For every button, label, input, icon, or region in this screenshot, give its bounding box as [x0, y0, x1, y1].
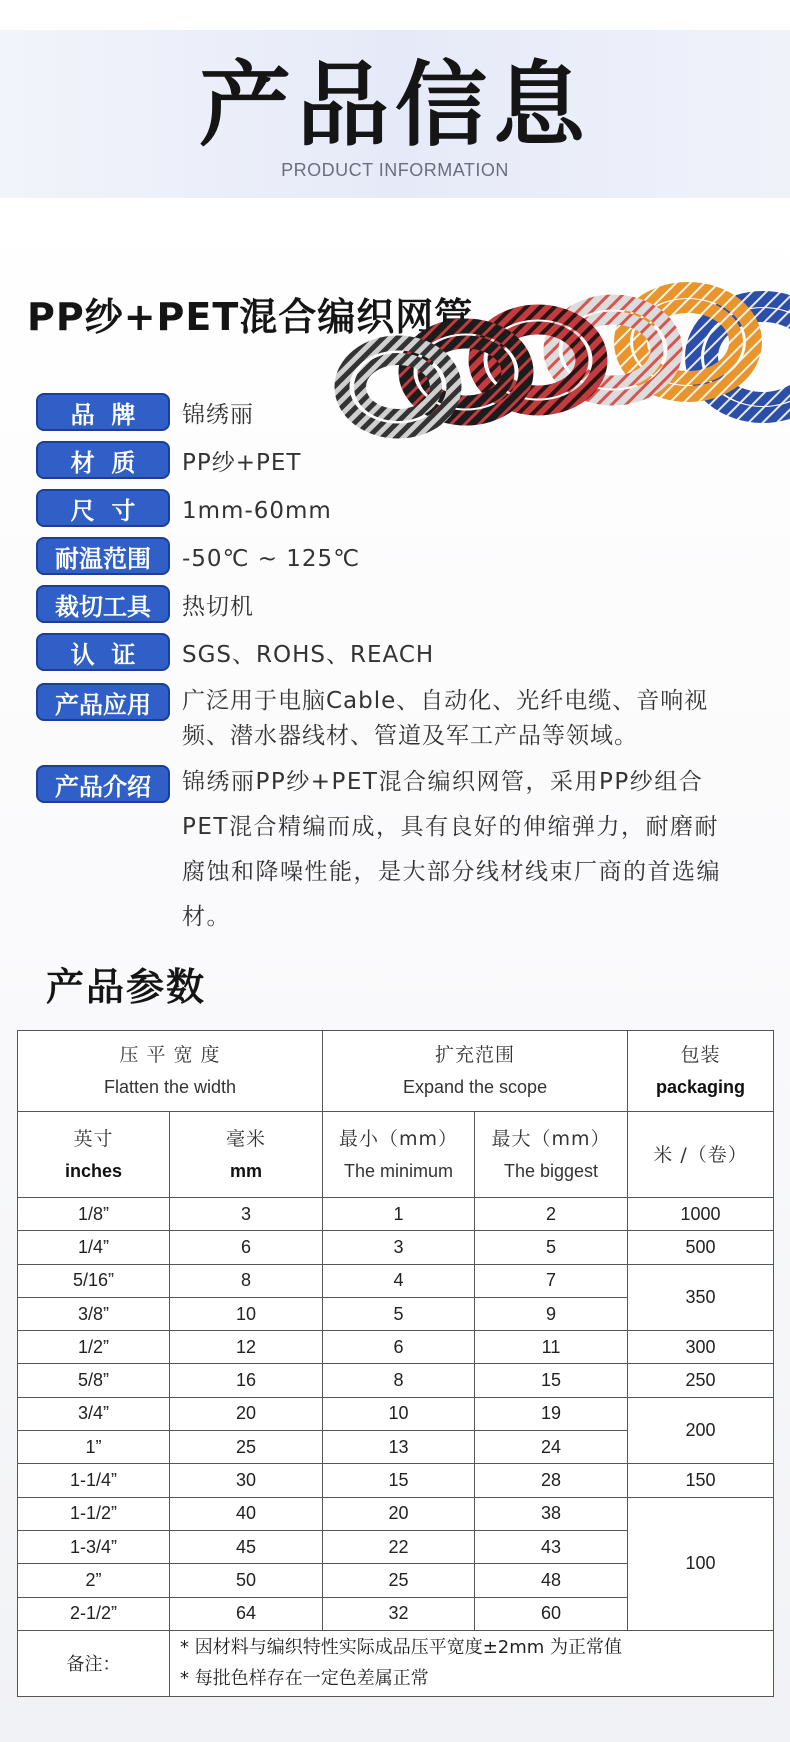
table-cell: 45 — [170, 1530, 323, 1563]
table-cell: 50 — [170, 1564, 323, 1597]
note-line: * 每批色样存在一定色差属正常 — [180, 1668, 429, 1690]
table-cell: 32 — [323, 1597, 475, 1630]
table-row — [18, 1264, 774, 1297]
table-cell: 2” — [18, 1564, 170, 1597]
spec-label: 产品介绍 — [36, 765, 170, 803]
table-cell: 15 — [475, 1364, 628, 1397]
table-cell: 7 — [475, 1264, 628, 1297]
table-cell: 64 — [170, 1597, 323, 1630]
table-cell: 5/16” — [18, 1264, 170, 1297]
table-cell: 2 — [475, 1198, 628, 1231]
params-title: 产品参数 — [46, 965, 207, 1009]
table-cell: 11 — [475, 1331, 628, 1364]
packaging-cell: 350 — [628, 1264, 774, 1331]
packaging-cell: 1000 — [628, 1198, 774, 1231]
table-cell: 4 — [323, 1264, 475, 1297]
table-cell: 10 — [323, 1397, 475, 1430]
table-cell: 1/2” — [18, 1331, 170, 1364]
spec-value: 锦绣丽 — [182, 402, 254, 428]
table-cell: 5 — [323, 1297, 475, 1330]
spec-label: 品 牌 — [36, 393, 170, 431]
table-cell: 20 — [323, 1497, 475, 1530]
table-cell: 38 — [475, 1497, 628, 1530]
table-cell: 8 — [323, 1364, 475, 1397]
table-cell: 22 — [323, 1530, 475, 1563]
packaging-cell: 250 — [628, 1364, 774, 1397]
column-header-maximum: 最大（mm） The biggest — [475, 1112, 628, 1198]
params-table — [17, 1030, 774, 1697]
spec-row-material — [36, 440, 302, 480]
spec-label: 耐温范围 — [36, 537, 170, 575]
table-cell: 60 — [475, 1597, 628, 1630]
table-cell: 30 — [170, 1464, 323, 1497]
table-cell: 6 — [323, 1331, 475, 1364]
table-row — [18, 1364, 774, 1397]
spec-value: SGS、ROHS、REACH — [182, 642, 435, 668]
packaging-cell: 100 — [628, 1497, 774, 1630]
table-row — [18, 1198, 774, 1231]
table-row — [18, 1331, 774, 1364]
group-header-expand: 扩充范围 Expand the scope — [323, 1031, 628, 1112]
spec-value: PP纱+PET — [182, 450, 302, 476]
table-row — [18, 1397, 774, 1430]
note-text — [170, 1630, 774, 1696]
table-cell: 1-3/4” — [18, 1530, 170, 1563]
packaging-cell: 500 — [628, 1231, 774, 1264]
table-row — [18, 1497, 774, 1530]
table-cell: 15 — [323, 1464, 475, 1497]
table-cell: 48 — [475, 1564, 628, 1597]
table-cell: 40 — [170, 1497, 323, 1530]
table-cell: 1” — [18, 1431, 170, 1464]
table-cell: 13 — [323, 1431, 475, 1464]
spec-value: 热切机 — [182, 594, 254, 620]
table-cell: 19 — [475, 1397, 628, 1430]
spec-label: 裁切工具 — [36, 585, 170, 623]
packaging-cell: 300 — [628, 1331, 774, 1364]
table-cell: 25 — [170, 1431, 323, 1464]
group-header-row — [18, 1031, 774, 1112]
product-title: PP纱+PET混合编织网管 — [27, 295, 474, 339]
table-cell: 6 — [170, 1231, 323, 1264]
spec-row-brand — [36, 392, 254, 432]
table-cell: 1/4” — [18, 1231, 170, 1264]
table-cell: 3/8” — [18, 1297, 170, 1330]
spec-label: 材 质 — [36, 441, 170, 479]
table-row — [18, 1464, 774, 1497]
table-cell: 1 — [323, 1198, 475, 1231]
table-cell: 5/8” — [18, 1364, 170, 1397]
page-subtitle: PRODUCT INFORMATION — [281, 160, 509, 180]
note-label: 备注： — [18, 1630, 170, 1696]
spec-label: 产品应用 — [36, 683, 170, 721]
table-cell: 20 — [170, 1397, 323, 1430]
table-cell: 1-1/4” — [18, 1464, 170, 1497]
table-row — [18, 1231, 774, 1264]
table-cell: 12 — [170, 1331, 323, 1364]
group-header-packaging: 包装 packaging — [628, 1031, 774, 1112]
page-title: 产品信息 — [198, 52, 591, 159]
spec-value: 1mm-60mm — [182, 498, 332, 524]
spec-value: -50℃ ~ 125℃ — [182, 546, 361, 572]
column-header-minimum: 最小（mm） The minimum — [323, 1112, 475, 1198]
group-header-flatten: 压 平 宽 度 Flatten the width — [18, 1031, 323, 1112]
table-cell: 9 — [475, 1297, 628, 1330]
table-cell: 1-1/2” — [18, 1497, 170, 1530]
note-row — [18, 1630, 774, 1696]
table-cell: 3 — [170, 1198, 323, 1231]
table-cell: 43 — [475, 1530, 628, 1563]
spec-row-application — [36, 682, 709, 749]
table-cell: 16 — [170, 1364, 323, 1397]
packaging-cell: 200 — [628, 1397, 774, 1464]
table-cell: 3/4” — [18, 1397, 170, 1430]
spec-row-temperature — [36, 536, 361, 576]
spec-row-cutting-tool — [36, 584, 254, 624]
spec-row-size — [36, 488, 332, 528]
table-cell: 1/8” — [18, 1198, 170, 1231]
column-header-meters-per-roll: 米 /（卷） — [628, 1112, 774, 1198]
table-cell: 3 — [323, 1231, 475, 1264]
column-header-row — [18, 1112, 774, 1198]
table-cell: 2-1/2” — [18, 1597, 170, 1630]
table-cell: 24 — [475, 1431, 628, 1464]
spec-row-certification — [36, 632, 435, 672]
table-cell: 5 — [475, 1231, 628, 1264]
column-header-inches: 英寸 inches — [18, 1112, 170, 1198]
packaging-cell: 150 — [628, 1464, 774, 1497]
spec-label: 认 证 — [36, 633, 170, 671]
table-cell: 10 — [170, 1297, 323, 1330]
table-cell: 25 — [323, 1564, 475, 1597]
column-header-mm: 毫米 mm — [170, 1112, 323, 1198]
spec-value: 广泛用于电脑Cable、自动化、光纤电缆、音响视频、潜水器线材、管道及军工产品等领域。 — [182, 688, 709, 749]
note-line: * 因材料与编织特性实际成品压平宽度±2mm 为正常值 — [180, 1637, 623, 1659]
table-cell: 8 — [170, 1264, 323, 1297]
spec-row-introduction — [36, 764, 721, 930]
spec-value: 锦绣丽PP纱+PET混合编织网管，采用PP纱组合PET混合精编而成，具有良好的伸缩弹力，耐磨耐腐蚀和降噪性能，是大部分线材线束厂商的首选编材。 — [182, 769, 721, 930]
table-cell: 28 — [475, 1464, 628, 1497]
spec-label: 尺 寸 — [36, 489, 170, 527]
